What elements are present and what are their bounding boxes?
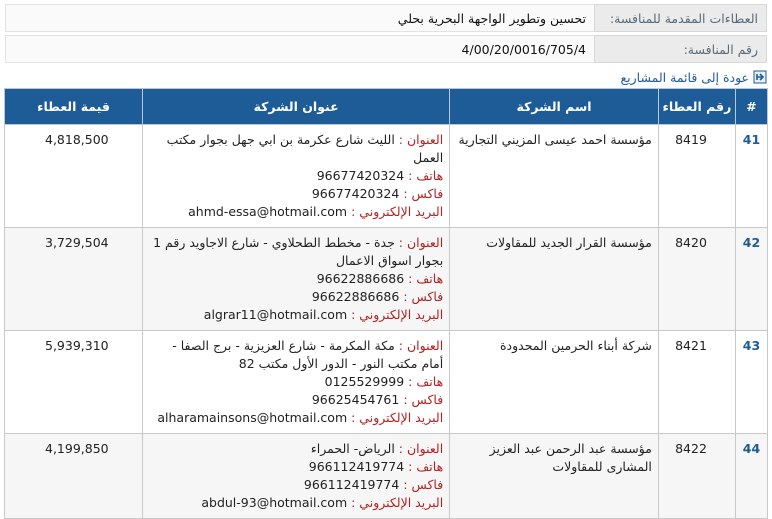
fax-value: 966112419774 bbox=[303, 477, 400, 492]
header-no: # bbox=[735, 89, 767, 125]
phone-label: هاتف bbox=[416, 168, 444, 183]
phone-line: هاتف : 0125529999 bbox=[324, 374, 444, 389]
bids-header-row bbox=[5, 89, 768, 125]
phone-line: هاتف : 96677420324 bbox=[316, 168, 444, 183]
bid-number-cell bbox=[658, 331, 735, 434]
table-row bbox=[5, 434, 768, 519]
email-label: البريد الإلكتروني bbox=[359, 204, 444, 219]
phone-value: 0125529999 bbox=[324, 374, 405, 389]
table-row bbox=[5, 331, 768, 434]
company-name: شركة أبناء الحرمين المحدودة bbox=[450, 331, 659, 434]
fax-label: فاكس bbox=[411, 186, 444, 201]
fax-line: فاكس : 966112419774 bbox=[303, 477, 444, 492]
fax-value: 96625454761 bbox=[311, 392, 400, 407]
fax-label: فاكس bbox=[411, 477, 444, 492]
address-line: العنوان : الرياض- الحمراء bbox=[310, 441, 444, 456]
header-company-address: عنوان الشركة bbox=[143, 89, 450, 125]
bid-number-cell bbox=[658, 228, 735, 331]
row-number-link[interactable]: 41 bbox=[742, 132, 761, 147]
email-line: البريد الإلكتروني : alharamainsons@hotmail.com bbox=[157, 410, 444, 425]
bid-value-cell bbox=[5, 434, 143, 519]
email-label: البريد الإلكتروني bbox=[359, 410, 444, 425]
bid-value: 3,729,504 bbox=[45, 235, 109, 250]
header-company-name: اسم الشركة bbox=[450, 89, 659, 125]
email-line: البريد الإلكتروني : ahmd-essa@hotmail.com bbox=[188, 204, 444, 219]
row-number-link[interactable]: 44 bbox=[742, 441, 761, 456]
table-row bbox=[5, 125, 768, 228]
back-link-label: عودة إلى قائمة المشاريع bbox=[620, 69, 749, 85]
bid-number: 8421 bbox=[675, 338, 707, 353]
bid-value-cell bbox=[5, 125, 143, 228]
address-label: العنوان bbox=[406, 441, 444, 456]
back-arrow-icon bbox=[753, 70, 767, 84]
company-name: مؤسسة احمد عيسى المزيني التجارية bbox=[450, 125, 659, 228]
fax-value: 96622886686 bbox=[311, 289, 400, 304]
fax-line: فاكس : 96625454761 bbox=[311, 392, 444, 407]
bids-info-row bbox=[6, 5, 767, 32]
back-row bbox=[5, 66, 767, 88]
fax-label: فاكس bbox=[411, 392, 444, 407]
bid-value: 4,199,850 bbox=[45, 441, 109, 456]
email-value: alharamainsons@hotmail.com bbox=[157, 410, 348, 425]
bids-table bbox=[4, 88, 768, 519]
row-number-link[interactable]: 43 bbox=[742, 338, 761, 353]
fax-line: فاكس : 96677420324 bbox=[311, 186, 444, 201]
phone-line: هاتف : 966112419774 bbox=[308, 459, 444, 474]
address-line: العنوان : مكة المكرمة - شارع العزيزية - برج الصفا - أمام مكتب النور - الدور الأول مكتب 82 bbox=[172, 338, 444, 371]
email-label: البريد الإلكتروني bbox=[359, 495, 444, 510]
phone-label: هاتف bbox=[416, 271, 444, 286]
fax-label: فاكس bbox=[411, 289, 444, 304]
bid-value: 4,818,500 bbox=[45, 132, 109, 147]
back-to-projects-link[interactable] bbox=[621, 70, 767, 85]
page bbox=[0, 4, 772, 519]
company-address-cell bbox=[143, 228, 450, 331]
tender-number-label: رقم المنافسة: bbox=[595, 36, 767, 63]
row-number-cell bbox=[735, 228, 767, 331]
address-line: العنوان : الليث شارع عكرمة بن ابي جهل بجوار مكتب العمل bbox=[166, 132, 444, 165]
tender-number-row bbox=[6, 36, 767, 63]
row-number-cell bbox=[735, 434, 767, 519]
row-number-link[interactable]: 42 bbox=[742, 235, 761, 250]
bids-info-value: تحسين وتطوير الواجهة البحرية بحلي bbox=[6, 5, 595, 32]
bid-number: 8420 bbox=[675, 235, 707, 250]
header-bid-number: رقم العطاء bbox=[658, 89, 735, 125]
email-value: abdul-93@hotmail.com bbox=[201, 495, 348, 510]
bids-info-label: العطاءات المقدمة للمنافسة: bbox=[595, 5, 767, 32]
email-line: البريد الإلكتروني : algrar11@hotmail.com bbox=[203, 307, 444, 322]
fax-value: 96677420324 bbox=[311, 186, 400, 201]
row-number-cell bbox=[735, 331, 767, 434]
phone-line: هاتف : 96622886686 bbox=[316, 271, 444, 286]
email-value: algrar11@hotmail.com bbox=[203, 307, 348, 322]
company-address-cell bbox=[143, 125, 450, 228]
company-name: مؤسسة القرار الجديد للمقاولات bbox=[450, 228, 659, 331]
phone-value: 96677420324 bbox=[316, 168, 405, 183]
address-value: الليث شارع عكرمة بن ابي جهل بجوار مكتب العمل bbox=[166, 132, 444, 165]
address-value: جدة - مخطط الطحلاوي - شارع الاجاويد رقم 1 بجوار اسواق الاعمال bbox=[153, 235, 444, 268]
bid-value: 5,939,310 bbox=[45, 338, 109, 353]
email-label: البريد الإلكتروني bbox=[359, 307, 444, 322]
bid-number-cell bbox=[658, 434, 735, 519]
address-value: الرياض- الحمراء bbox=[310, 441, 395, 456]
bid-number-cell bbox=[658, 125, 735, 228]
bid-value-cell bbox=[5, 331, 143, 434]
email-value: ahmd-essa@hotmail.com bbox=[188, 204, 348, 219]
fax-line: فاكس : 96622886686 bbox=[311, 289, 444, 304]
phone-label: هاتف bbox=[416, 374, 444, 389]
bid-value-cell bbox=[5, 228, 143, 331]
address-label: العنوان bbox=[406, 338, 444, 353]
phone-value: 966112419774 bbox=[308, 459, 405, 474]
row-number-cell bbox=[735, 125, 767, 228]
address-line: العنوان : جدة - مخطط الطحلاوي - شارع الاجاويد رقم 1 بجوار اسواق الاعمال bbox=[153, 235, 444, 268]
bid-number: 8419 bbox=[675, 132, 707, 147]
company-name: مؤسسة عبد الرحمن عبد العزيز المشارى للمقاولات bbox=[450, 434, 659, 519]
phone-label: هاتف bbox=[416, 459, 444, 474]
header-bid-value: قيمة العطاء bbox=[5, 89, 143, 125]
tender-info-table bbox=[5, 4, 767, 63]
address-label: العنوان bbox=[406, 132, 444, 147]
phone-value: 96622886686 bbox=[316, 271, 405, 286]
email-line: البريد الإلكتروني : abdul-93@hotmail.com bbox=[201, 495, 444, 510]
company-address-cell bbox=[143, 434, 450, 519]
address-label: العنوان bbox=[406, 235, 444, 250]
company-address-cell bbox=[143, 331, 450, 434]
table-row bbox=[5, 228, 768, 331]
bid-number: 8422 bbox=[675, 441, 707, 456]
address-value: مكة المكرمة - شارع العزيزية - برج الصفا - أمام مكتب النور - الدور الأول مكتب 82 bbox=[172, 338, 444, 371]
tender-number-value: 4/00/20/0016/705/4 bbox=[6, 36, 595, 63]
